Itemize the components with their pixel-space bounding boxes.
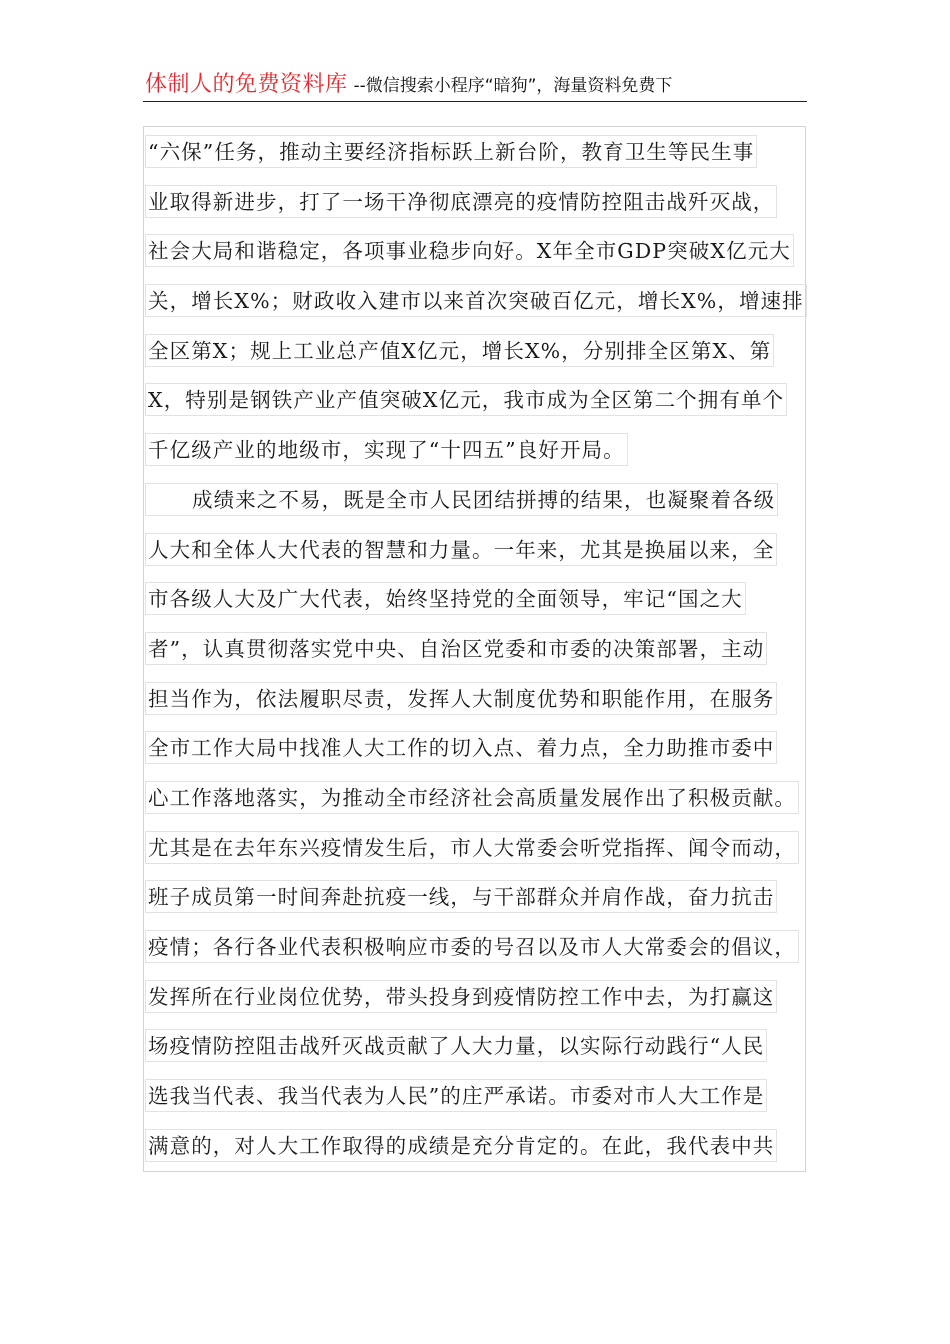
text-line-content: “六保”任务，推动主要经济指标跃上新台阶，教育卫生等民生事 [145,135,757,168]
text-line-content: 场疫情防控阻击战歼灭战贡献了人大力量，以实际行动践行“人民 [145,1029,767,1062]
text-line-content: 疫情；各行各业代表积极响应市委的号召以及市人大常委会的倡议， [145,930,799,963]
text-line-content: 心工作落地落实，为推动全市经济社会高质量发展作出了积极贡献。 [145,781,799,814]
page-header [145,70,805,100]
header-subtitle: --微信搜索小程序“暗狗”，海量资料免费下 [353,76,673,96]
paragraph-start-line [145,476,825,526]
text-line-content: 成绩来之不易，既是全市人民团结拼搏的结果，也凝聚着各级 [145,483,778,516]
header-divider [143,101,807,102]
text-line-content: 人大和全体人大代表的智慧和力量。一年来，尤其是换届以来，全 [145,533,777,566]
header-title: 体制人的免费资料库 [145,72,348,97]
text-line [145,1122,825,1172]
document-body [145,128,825,1171]
text-line [145,277,825,327]
text-line [145,724,825,774]
text-line-content: 发挥所在行业岗位优势，带头投身到疫情防控工作中去，为打赢这 [145,980,777,1013]
text-line [145,774,825,824]
text-line-content: X，特别是钢铁产业产值突破X亿元，我市成为全区第二个拥有单个 [145,383,787,416]
text-line-content: 业取得新进步，打了一场干净彻底漂亮的疫情防控阻击战歼灭战， [145,185,777,218]
text-line [145,178,825,228]
text-line-content: 者”，认真贯彻落实党中央、自治区党委和市委的决策部署，主动 [145,632,767,665]
text-line-content: 尤其是在去年东兴疫情发生后，市人大常委会听党指挥、闻令而动， [145,831,799,864]
text-line-content: 社会大局和谐稳定，各项事业稳步向好。X年全市GDP突破X亿元大 [145,234,794,267]
text-line-content: 市各级人大及广大代表，始终坚持党的全面领导，牢记“国之大 [145,582,746,615]
text-line-content: 全市工作大局中找准人大工作的切入点、着力点，全力助推市委中 [145,731,777,764]
text-line [145,873,825,923]
text-line-content: 关，增长X%；财政收入建市以来首次突破百亿元，增长X%，增速排 [145,284,807,317]
text-line [145,973,825,1023]
text-line-content: 全区第X；规上工业总产值X亿元，增长X%，分别排全区第X、第 [145,334,774,367]
text-line-content: 选我当代表、我当代表为人民”的庄严承诺。市委对市人大工作是 [145,1079,767,1112]
text-line [145,526,825,576]
text-line [145,376,825,426]
text-line [145,327,825,377]
text-line-content: 班子成员第一时间奔赴抗疫一线，与干部群众并肩作战，奋力抗击 [145,880,777,913]
text-line [145,1072,825,1122]
text-line-content: 满意的，对人大工作取得的成绩是充分肯定的。在此，我代表中共 [145,1129,777,1162]
text-line [145,128,825,178]
text-line-content: 担当作为，依法履职尽责，发挥人大制度优势和职能作用，在服务 [145,682,777,715]
text-line [145,923,825,973]
text-line-content: 千亿级产业的地级市，实现了“十四五”良好开局。 [145,433,628,466]
text-line [145,675,825,725]
text-line [145,426,825,476]
text-line [145,575,825,625]
text-line [145,1022,825,1072]
text-line [145,824,825,874]
text-line [145,625,825,675]
text-line [145,227,825,277]
